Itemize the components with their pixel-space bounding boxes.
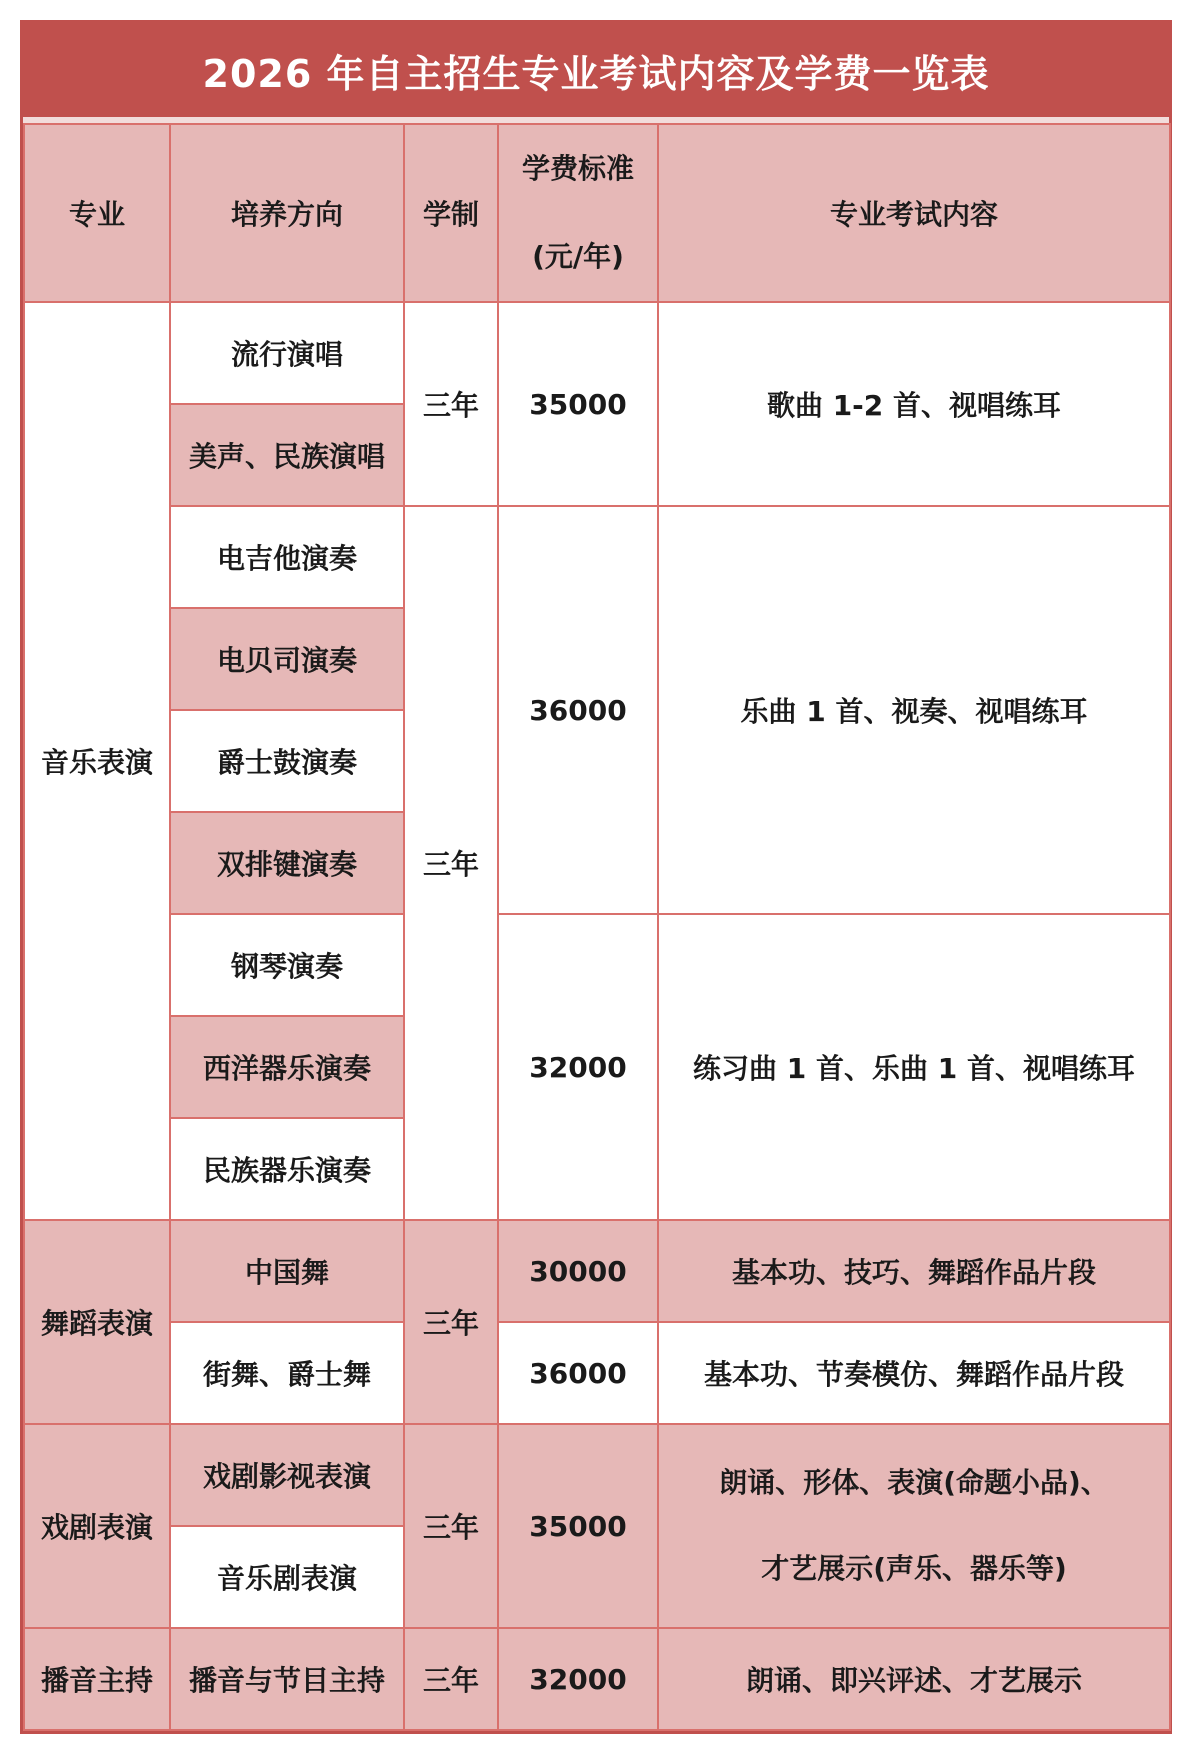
table-row: [24, 914, 1170, 1016]
duration-vocal: 三年: [404, 302, 498, 506]
table-title: 2026 年自主招生专业考试内容及学费一览表: [23, 23, 1169, 123]
table-row: [24, 302, 1170, 404]
fee-vocal: 35000: [498, 302, 658, 506]
direction-pop-vocal: 流行演唱: [170, 302, 404, 404]
header-exam: 专业考试内容: [658, 124, 1170, 302]
fee-chinese-dance: 30000: [498, 1220, 658, 1322]
direction-electric-bass: 电贝司演奏: [170, 608, 404, 710]
table-header-row: [24, 124, 1170, 302]
direction-bel-canto-folk: 美声、民族演唱: [170, 404, 404, 506]
exam-vocal: 歌曲 1-2 首、视唱练耳: [658, 302, 1170, 506]
fee-classical: 32000: [498, 914, 658, 1220]
table-row: [24, 1628, 1170, 1730]
header-fee-line2: (元/年): [532, 240, 624, 273]
direction-electric-guitar: 电吉他演奏: [170, 506, 404, 608]
fee-broadcasting: 32000: [498, 1628, 658, 1730]
table-row: [24, 1424, 1170, 1526]
exam-band: 乐曲 1 首、视奏、视唱练耳: [658, 506, 1170, 914]
header-fee-line1: 学费标准: [521, 152, 634, 185]
exam-drama: [658, 1424, 1170, 1628]
header-duration: 学制: [404, 124, 498, 302]
direction-electone: 双排键演奏: [170, 812, 404, 914]
direction-street-jazz-dance: 街舞、爵士舞: [170, 1322, 404, 1424]
major-music: 音乐表演: [24, 302, 170, 1220]
duration-instrumental: 三年: [404, 506, 498, 1220]
exam-chinese-dance: 基本功、技巧、舞蹈作品片段: [658, 1220, 1170, 1322]
fee-band: 36000: [498, 506, 658, 914]
direction-chinese-dance: 中国舞: [170, 1220, 404, 1322]
duration-dance: 三年: [404, 1220, 498, 1424]
direction-western-instrument: 西洋器乐演奏: [170, 1016, 404, 1118]
direction-jazz-drum: 爵士鼓演奏: [170, 710, 404, 812]
table-row: [24, 1220, 1170, 1322]
direction-folk-instrument: 民族器乐演奏: [170, 1118, 404, 1220]
exam-broadcasting: 朗诵、即兴评述、才艺展示: [658, 1628, 1170, 1730]
table-row: [24, 506, 1170, 608]
header-major: 专业: [24, 124, 170, 302]
table-row: [24, 1322, 1170, 1424]
major-broadcasting: 播音主持: [24, 1628, 170, 1730]
direction-broadcasting-hosting: 播音与节目主持: [170, 1628, 404, 1730]
exam-classical: 练习曲 1 首、乐曲 1 首、视唱练耳: [658, 914, 1170, 1220]
fee-table-sheet: [20, 20, 1172, 1734]
admission-fee-table: [23, 123, 1171, 1731]
fee-drama: 35000: [498, 1424, 658, 1628]
header-fee: [498, 124, 658, 302]
direction-piano: 钢琴演奏: [170, 914, 404, 1016]
direction-film-drama: 戏剧影视表演: [170, 1424, 404, 1526]
header-direction: 培养方向: [170, 124, 404, 302]
exam-drama-line2: 才艺展示(声乐、器乐等): [761, 1552, 1067, 1585]
exam-drama-line1: 朗诵、形体、表演(命题小品)、: [719, 1466, 1109, 1499]
exam-street-dance: 基本功、节奏模仿、舞蹈作品片段: [658, 1322, 1170, 1424]
fee-street-dance: 36000: [498, 1322, 658, 1424]
major-dance: 舞蹈表演: [24, 1220, 170, 1424]
major-drama: 戏剧表演: [24, 1424, 170, 1628]
direction-musical-theatre: 音乐剧表演: [170, 1526, 404, 1628]
duration-drama: 三年: [404, 1424, 498, 1628]
duration-broadcasting: 三年: [404, 1628, 498, 1730]
